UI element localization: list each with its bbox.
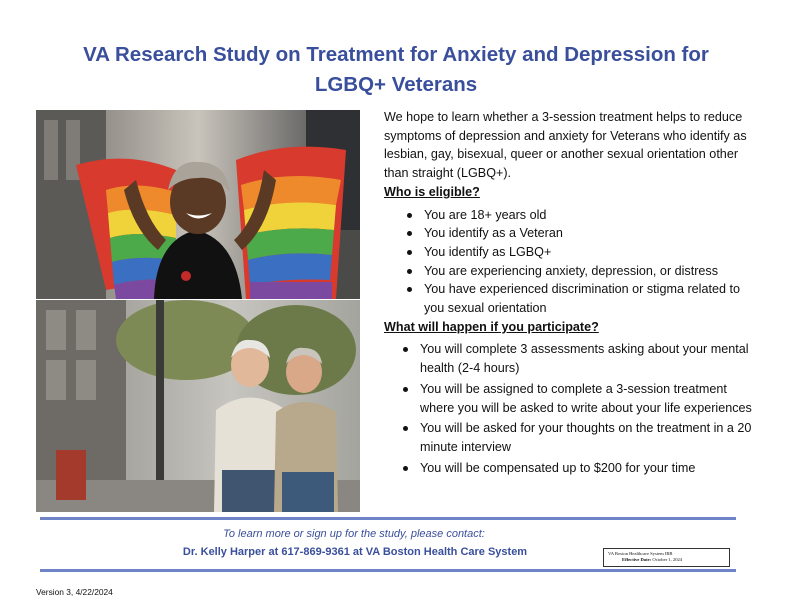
irb-org: VA Boston Healthcare System IRB bbox=[608, 551, 673, 556]
two-men-illustration bbox=[36, 300, 360, 512]
content-column bbox=[384, 108, 754, 477]
irb-effective-label: Effective Date: bbox=[622, 557, 652, 562]
divider-bottom bbox=[40, 569, 736, 572]
divider-top bbox=[40, 517, 736, 520]
eligibility-list bbox=[384, 206, 754, 318]
eligibility-heading: Who is eligible? bbox=[384, 184, 480, 199]
intro-paragraph: We hope to learn whether a 3-session treatment helps to reduce symptoms of depression and anxiety for Veterans who identify as lesbian, gay, bisexual, queer or another sexual orientation other than straight (LGBQ+). bbox=[384, 110, 747, 181]
rainbow-flag-illustration bbox=[36, 110, 360, 299]
list-item: You are 18+ years old bbox=[384, 206, 754, 225]
participation-list bbox=[384, 340, 754, 477]
contact-lead: To learn more or sign up for the study, please contact: bbox=[223, 528, 485, 540]
list-item: You will be assigned to complete a 3-session treatment where you will be asked to write about your life experiences bbox=[384, 380, 754, 417]
irb-effective bbox=[608, 557, 725, 563]
irb-effective-date: October 1, 2024 bbox=[652, 557, 683, 562]
list-item: You will be compensated up to $200 for your time bbox=[384, 459, 754, 478]
list-item: You identify as a Veteran bbox=[384, 224, 754, 243]
participation-heading: What will happen if you participate? bbox=[384, 319, 599, 334]
photo-rainbow-flag bbox=[36, 110, 360, 299]
list-item: You identify as LGBQ+ bbox=[384, 243, 754, 262]
irb-stamp bbox=[603, 548, 730, 567]
list-item: You have experienced discrimination or stigma related to you sexual orientation bbox=[384, 280, 754, 317]
photo-two-men bbox=[36, 300, 360, 512]
version-label: Version 3, 4/22/2024 bbox=[36, 587, 113, 597]
list-item: You will be asked for your thoughts on the treatment in a 20 minute interview bbox=[384, 419, 754, 456]
title-line-2: LGBQ+ Veterans bbox=[314, 73, 478, 96]
page-title bbox=[40, 40, 752, 100]
list-item: You will complete 3 assessments asking about your mental health (2-4 hours) bbox=[384, 340, 754, 377]
list-item: You are experiencing anxiety, depression, or distress bbox=[384, 262, 754, 281]
contact-name: Dr. Kelly Harper at 617-869-9361 at VA Boston Health Care System bbox=[182, 546, 528, 558]
title-line-1: VA Research Study on Treatment for Anxiety and Depression for bbox=[83, 43, 709, 66]
